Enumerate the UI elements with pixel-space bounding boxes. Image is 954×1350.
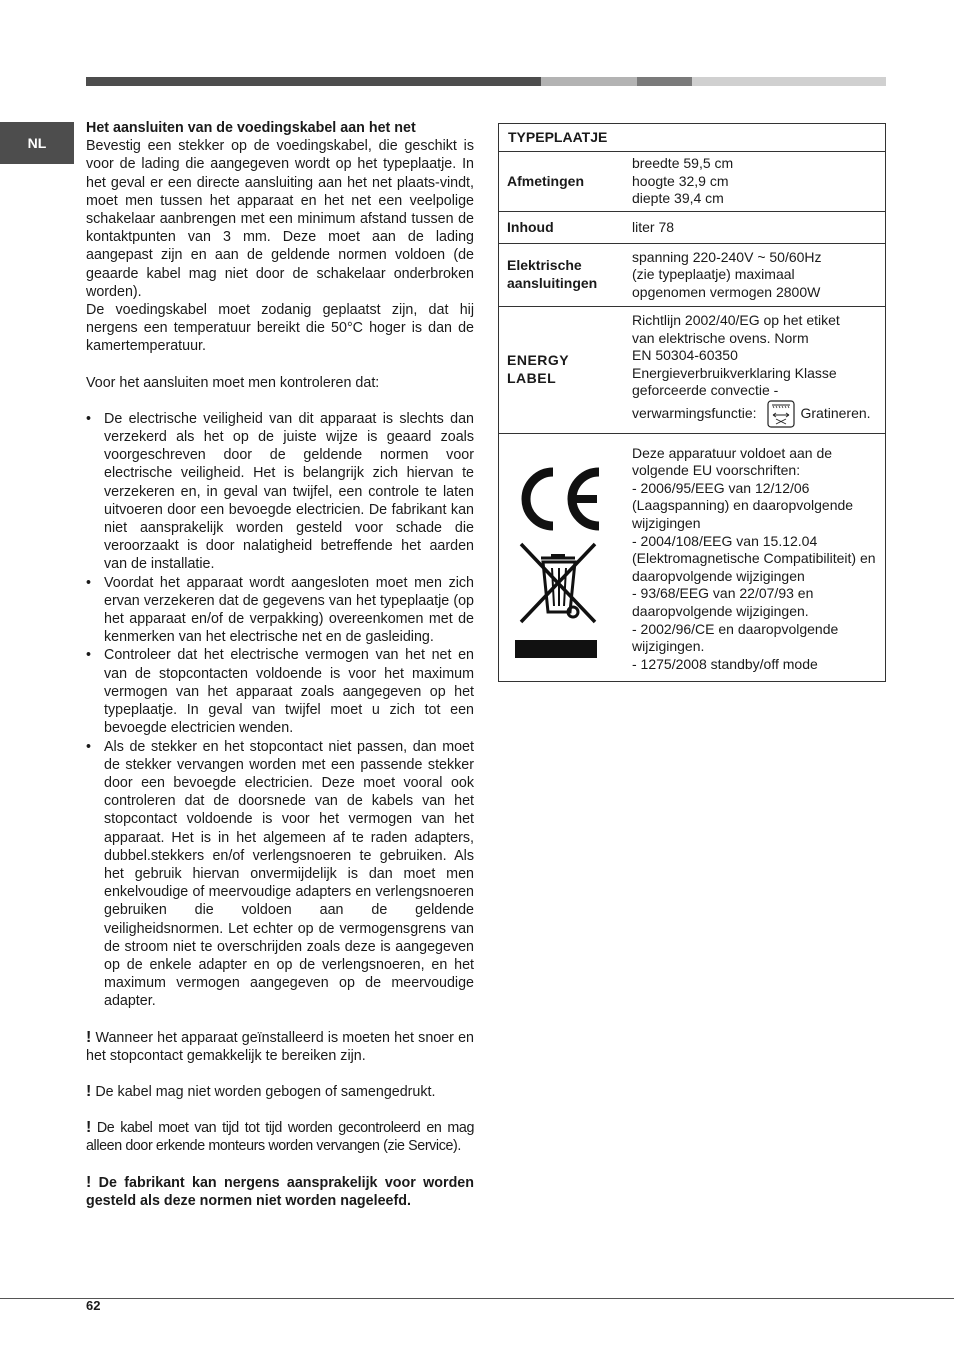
weee-bar <box>515 640 597 658</box>
warning-mark: ! <box>86 1028 92 1046</box>
warning-note <box>86 1119 474 1155</box>
table-row <box>499 434 886 682</box>
check-list <box>86 410 474 1011</box>
warning-mark: ! <box>86 1082 92 1100</box>
ce-marks <box>499 434 625 682</box>
header-bar <box>86 77 886 86</box>
ce-mark-icon <box>515 466 603 532</box>
list-item: • Voordat het apparaat wordt aangesloten moet men zich ervan verzekeren dat de gegevens van het typeplaatje (op het apparaat en/of de verpakking) overeenkomen met de kenmerken van het electrische net en de gasleiding. <box>86 574 474 647</box>
page-number: 62 <box>86 1298 101 1313</box>
table-title: TYPEPLAATJE <box>499 124 886 152</box>
ce-compliance-text: Deze apparatuur voldoet aan de volgende EU voorschriften: - 2006/95/EEG van 12/12/06 (Laagspanning) en daaropvolgende wijzigingen - 2004/108/EEG van 15.12.04 (Elektromagnetische Compatibiliteit) en daaropvolgende wijzigingen - 93/68/EEG van 22/07/93 en daaropvolgende wijzigingen. - 2002/96/CE en daaropvolgende wijzigingen. - 1275/2008 standby/off mode <box>624 434 886 682</box>
dimensions-value: breedte 59,5 cm hoogte 32,9 cm diepte 39,4 cm <box>624 152 886 212</box>
header-bar-segment <box>692 77 886 86</box>
left-column <box>86 119 474 1210</box>
paragraph: Voor het aansluiten moet men kontroleren dat: <box>86 374 380 391</box>
paragraph: Bevestig een stekker op de voedingskabel, die geschikt is voor de lading die aangegeven wordt op het typeplaatje. In het geval er een directe aansluiting aan het net plaats-vindt, moet men tussen het apparaat en het net een veelpolige schakelaar aanbrengen met een minimum afstand tussen de kontaktpunten van 3 mm. Deze moet aan de lading aangepast zijn en aan de geldende normen voldoen (de geaarde kabel mag niet door de schakelaar onderbroken worden). <box>86 138 474 300</box>
table-row <box>499 212 886 244</box>
warning-text: De kabel mag niet worden gebogen of samengedrukt. <box>95 1083 436 1100</box>
footer-divider <box>0 1298 954 1299</box>
electrical-label: Elektrische aansluitingen <box>499 244 625 307</box>
electrical-value: spanning 220-240V ~ 50/60Hz (zie typeplaatje) maximaal opgenomen vermogen 2800W <box>624 244 886 307</box>
header-bar-segment <box>541 77 637 86</box>
list-item: • Als de stekker en het stopcontact niet passen, dan moet de stekker vervangen worden met een passende stekker door een bevoegde electricien. Deze moet vooral ook controleren dat de doorsnede van de kabels van het stopcontact voldoende is voor het vermogen van het apparaat. Het is in het algemeen af te raden adapters, dubbel.stekkers en/of verlengsnoeren te gebruiken. Als het gebruik hiervan onvermijdelijk is dan moet men enkelvoudige of meervoudige adapters en verlengsnoeren gebruiken die voldoen aan de geldende veiligheidsnormen. Let echter op de vermogensgrens van de stroom niet te overschrijden zoals deze is aangegeven op de enkele adapter en op de verlengsnoeren, en het maximum vermogen aangegeven op de meervoudige adapter. <box>86 738 474 1011</box>
section-heading: Het aansluiten van de voedingskabel aan het net <box>86 120 416 136</box>
language-tab: NL <box>0 122 74 164</box>
table-row <box>499 244 886 307</box>
warning-text: De fabrikant kan nergens aansprakelijk voor worden gesteld als deze normen niet worden nageleefd. <box>86 1174 474 1209</box>
oven-grill-icon <box>767 400 795 428</box>
warning-note <box>86 1174 474 1210</box>
list-item: • De electrische veiligheid van dit apparaat is slechts dan verzekerd als het op de juiste wijze is geaard zoals voorgeschreven door de geldende normen voor electrische veiligheid. Het is belangrijk zich hiervan te verzekeren en, in geval van twijfel, een controle te laten uitvoeren door een bevoegde electricien. De fabrikant kan niet aansprakelijk worden gesteld voor schade die veroorzaakt is door nalatigheid betreffende het aarden van de installatie. <box>86 410 474 574</box>
table-row <box>499 307 886 434</box>
warning-note <box>86 1083 474 1101</box>
header-bar-segment <box>86 77 541 86</box>
warning-text: De kabel moet van tijd tot tijd worden gecontroleerd en mag alleen door erkende monteurs worden vervangen (zie Service). <box>86 1120 474 1155</box>
table-row <box>499 152 886 212</box>
warning-mark: ! <box>86 1173 92 1191</box>
paragraph: De voedingskabel moet zodanig geplaatst zijn, dat hij nergens een temperatuur bereikt die 50°C hoger is dan de kamertemperatuur. <box>86 302 474 355</box>
header-bar-segment <box>637 77 692 86</box>
warning-note <box>86 1029 474 1065</box>
content-value: liter 78 <box>624 212 886 244</box>
dimensions-label: Afmetingen <box>499 152 625 212</box>
list-item: • Controleer dat het electrische vermogen van het net en van de stopcontacten voldoende is voor het maximum vermogen van het apparaat zoals aangegeven op het typeplaatje. In geval van twijfel moet u zich tot een bevoegde electricien wenden. <box>86 646 474 737</box>
weee-bin-icon <box>515 540 601 626</box>
warning-text: Wanneer het apparaat geïnstalleerd is moeten het snoer en het stopcontact gemakkelijk te bereiken zijn. <box>86 1029 474 1064</box>
energy-label: ENERGY LABEL <box>499 307 625 434</box>
typeplate-table <box>498 123 886 682</box>
warning-mark: ! <box>86 1119 91 1137</box>
energy-value: Richtlijn 2002/40/EG op het etiket van elektrische ovens. Norm EN 50304-60350 Energieverbruikverklaring Klasse geforceerde convectie - verwarmingsfunctie: Gratineren. <box>624 307 886 434</box>
content-label: Inhoud <box>499 212 625 244</box>
